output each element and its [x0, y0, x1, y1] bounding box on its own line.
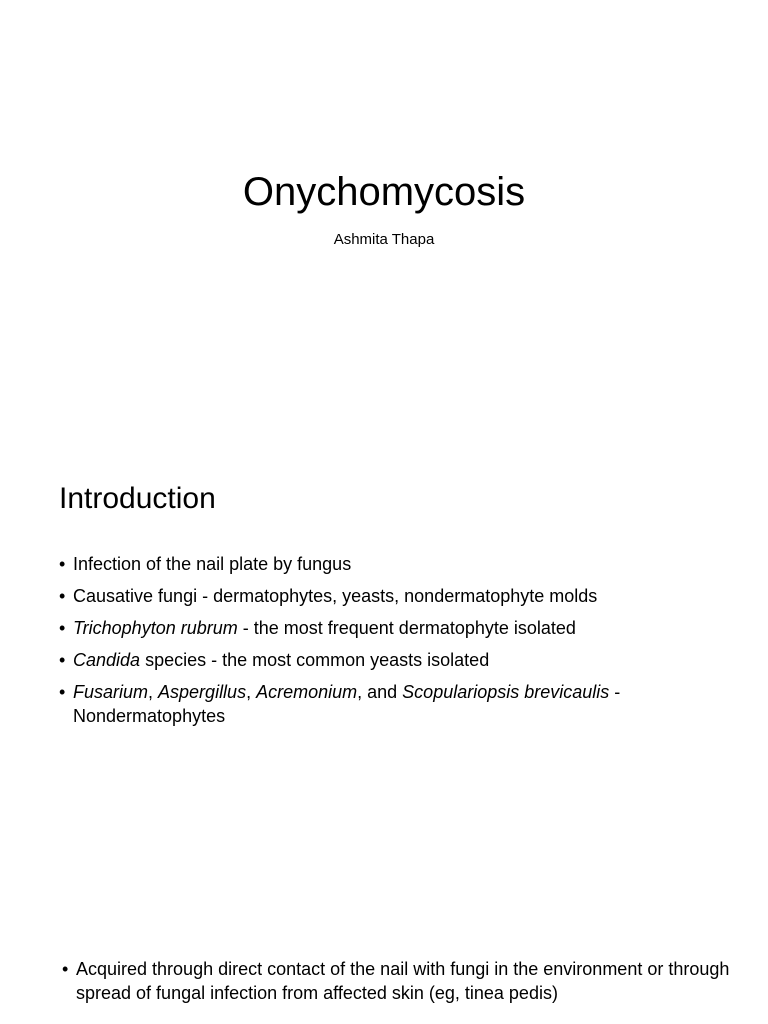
title-slide	[0, 0, 768, 432]
slide-title: Onychomycosis	[242, 170, 526, 214]
separator-text: , and	[357, 682, 403, 702]
separator-text: ,	[246, 682, 257, 702]
bullet-list	[59, 552, 749, 736]
bullet-text: Acquired through direct contact of the nail with fungi in the environment or through spread of fungal infection from affected skin (eg, tinea pedis)	[76, 959, 730, 1003]
separator-text: ,	[148, 682, 159, 702]
species-name: Fusarium	[73, 682, 149, 702]
transmission-slide	[0, 864, 768, 1024]
bullet-text: - Nondermatophytes	[73, 682, 621, 726]
bullet-text: Causative fungi - dermatophytes, yeasts, nondermatophyte molds	[73, 586, 598, 606]
species-name: Scopulariopsis brevicaulis	[402, 682, 610, 702]
bullet-text: Infection of the nail plate by fungus	[73, 554, 352, 574]
bullet-item-definition	[59, 552, 749, 576]
bullet-list	[62, 957, 752, 1013]
bullet-item-transmission	[62, 957, 752, 1005]
species-name: Candida	[73, 650, 141, 670]
introduction-slide	[0, 432, 768, 864]
bullet-item-candida	[59, 648, 749, 672]
bullet-item-causative-fungi	[59, 584, 749, 608]
species-name: Acremonium	[256, 682, 358, 702]
author-name: Ashmita Thapa	[333, 231, 435, 248]
bullet-text: species - the most common yeasts isolated	[140, 650, 490, 670]
species-name: Aspergillus	[158, 682, 247, 702]
species-name: Trichophyton rubrum	[73, 618, 238, 638]
slide-heading: Introduction	[59, 482, 216, 515]
bullet-item-nondermatophytes	[59, 680, 749, 728]
bullet-text: - the most frequent dermatophyte isolated	[237, 618, 576, 638]
bullet-item-trichophyton	[59, 616, 749, 640]
